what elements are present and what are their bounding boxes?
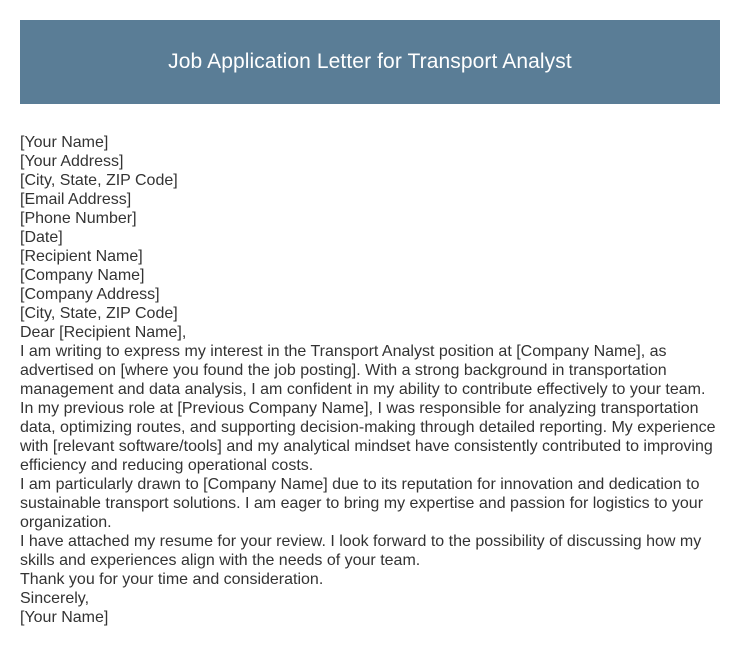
page-title: Job Application Letter for Transport Analyst bbox=[168, 50, 572, 73]
paragraph-experience: In my previous role at [Previous Company Name], I was responsible for analyzing transportation data, optimizing routes, and supporting decision-making through detailed reporting. My experience with [relevant software/tools] and my analytical mindset have consistently contributed to improving efficiency and reducing operational costs. bbox=[20, 400, 716, 474]
letter-date: [Date] bbox=[20, 229, 63, 246]
recipient-company: [Company Name] bbox=[20, 267, 145, 284]
sender-city-state-zip: [City, State, ZIP Code] bbox=[20, 172, 178, 189]
recipient-company-address: [Company Address] bbox=[20, 286, 160, 303]
paragraph-intro: I am writing to express my interest in the Transport Analyst position at [Company Name], as advertised on [where you found the job posting]. With a strong background in transportation management and data analysis, I am confident in my ability to contribute effectively to your team. bbox=[20, 343, 706, 398]
salutation: Dear [Recipient Name], bbox=[20, 324, 187, 341]
closing: Sincerely, bbox=[20, 590, 90, 607]
sender-address: [Your Address] bbox=[20, 153, 124, 170]
recipient-name: [Recipient Name] bbox=[20, 248, 143, 265]
letter-header-banner bbox=[20, 20, 720, 104]
sender-email: [Email Address] bbox=[20, 191, 132, 208]
recipient-city-state-zip: [City, State, ZIP Code] bbox=[20, 305, 178, 322]
sender-phone: [Phone Number] bbox=[20, 210, 137, 227]
paragraph-motivation: I am particularly drawn to [Company Name] due to its reputation for innovation and dedication to sustainable transport solutions. I am eager to bring my expertise and passion for logistics to your organization. bbox=[20, 476, 704, 531]
paragraph-thanks: Thank you for your time and consideration. bbox=[20, 571, 324, 588]
sender-name: [Your Name] bbox=[20, 134, 109, 151]
signature: [Your Name] bbox=[20, 609, 109, 626]
letter-body bbox=[20, 133, 725, 627]
paragraph-resume: I have attached my resume for your review. I look forward to the possibility of discussing how my skills and experiences align with the needs of your team. bbox=[20, 533, 702, 569]
